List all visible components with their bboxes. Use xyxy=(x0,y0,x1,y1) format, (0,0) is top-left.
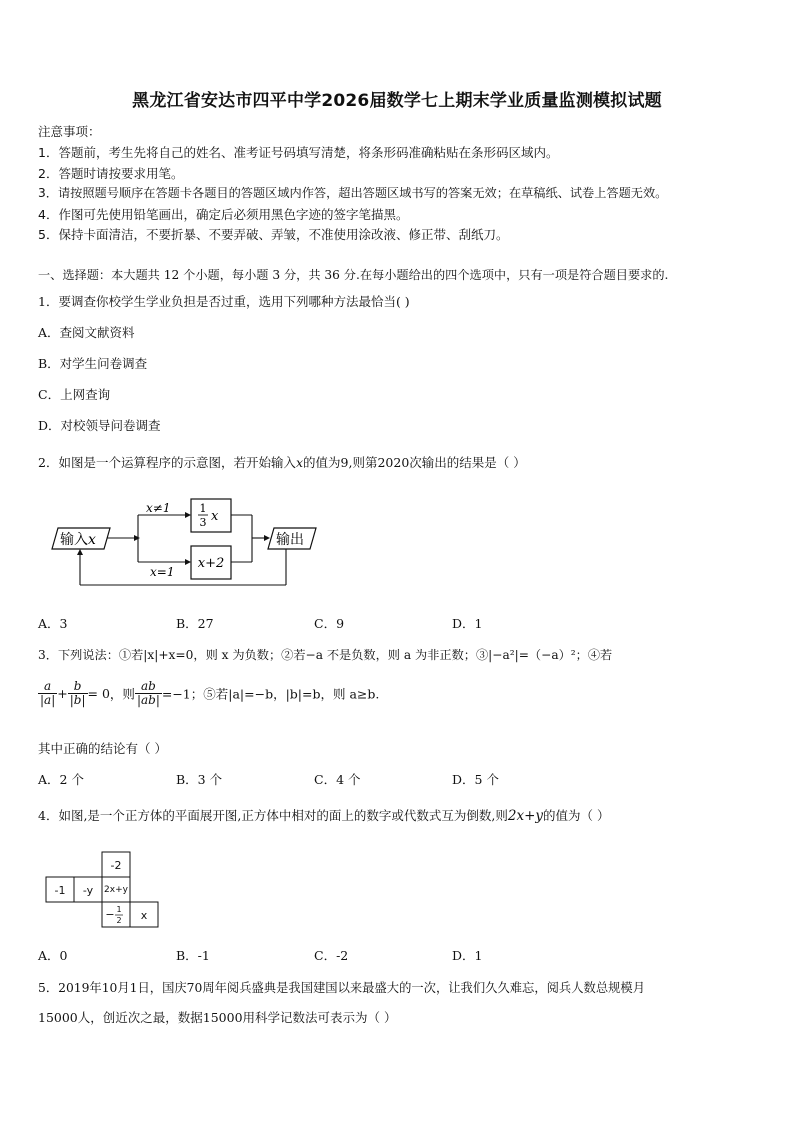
notice-heading: 注意事项： xyxy=(38,124,101,139)
section-heading: 一、选择题：本大题共 12 个小题，每小题 3 分，共 36 分.在每小题给出的四个选项中，只有一项是符合题目要求的. xyxy=(38,268,669,282)
net-cell-bottom-sign: − xyxy=(105,908,115,921)
q2-option-d: D．1 xyxy=(452,616,483,631)
condition-not-one: x≠1 xyxy=(146,501,171,515)
q1-option-d: D．对校领导问卷调查 xyxy=(38,418,161,433)
question-3-line-1: 3．下列说法：①若|x|+x=0，则 x 为负数；②若−a 不是负数，则 a 为非正数；③|−a²|=（−a）²；④若 xyxy=(38,648,613,662)
q4-option-b: B．-1 xyxy=(176,948,210,963)
fraction-b-over-abs-b: $\frac{b}{|b|}$ xyxy=(69,679,86,707)
flowchart-diagram xyxy=(50,495,320,595)
notice-item-3: 3．请按照题号顺序在答题卡各题目的答题区域内作答，超出答题区域书写的答案无效；在草稿纸、试卷上答题无效。 xyxy=(38,186,668,200)
question-5-line-2: 15000人，创近次之最，数据15000用科学记数法可表示为（ ） xyxy=(38,1010,397,1025)
q1-option-a: A．查阅文献资料 xyxy=(38,325,135,340)
q3-option-b: B．3 个 xyxy=(176,772,223,787)
q2-option-a: A．3 xyxy=(38,616,68,631)
q3-option-a: A．2 个 xyxy=(38,772,84,787)
page-title: 黑龙江省安达市四平中学2026届数学七上期末学业质量监测模拟试题 xyxy=(132,91,662,111)
question-3-line-2: $\frac{a}{|a|}$ + $\frac{b}{|b|}$ = 0，则 $\frac{ab}{|ab|}$ =−1；⑤若|a|=−b，|b|=b，则 a≥b. xyxy=(40,679,380,707)
cube-net-diagram xyxy=(44,850,162,930)
question-1-stem: 1．要调查你校学生学业负担是否过重，选用下列哪种方法最恰当( ) xyxy=(38,294,410,309)
q1-option-b: B．对学生问卷调查 xyxy=(38,356,148,371)
svg-text:x: x xyxy=(211,509,219,524)
fraction-ab-over-abs-ab: $\frac{ab}{|ab|}$ xyxy=(136,679,160,707)
net-cell-top: -2 xyxy=(110,859,122,872)
fraction-a-over-abs-a: $\frac{a}{|a|}$ xyxy=(40,679,56,707)
net-cell-right: x xyxy=(140,909,148,922)
q2-option-c: C．9 xyxy=(314,616,345,631)
notice-item-1: 1．答题前，考生先将自己的姓名、准考证号码填写清楚，将条形码准确粘贴在条形码区域内。 xyxy=(38,145,559,160)
svg-text:3: 3 xyxy=(199,516,207,529)
svg-text:2: 2 xyxy=(116,916,122,925)
question-4-stem: 4．如图,是一个正方体的平面展开图,正方体中相对的面上的数字或代数式互为倒数,则2x+y的值为（ ） xyxy=(38,808,610,824)
question-5-line-1: 5．2019年10月1日，国庆70周年阅兵盛典是我国建国以来最盛大的一次，让我们久久难忘，阅兵人数总规模月 xyxy=(38,981,646,995)
condition-equals-one: x=1 xyxy=(150,565,175,579)
notice-item-4: 4．作图可先使用铅笔画出，确定后必须用黑色字迹的签字笔描黑。 xyxy=(38,207,409,222)
svg-text:1: 1 xyxy=(199,502,207,515)
q3-option-c: C．4 个 xyxy=(314,772,361,787)
output-label: 输出 xyxy=(276,532,304,548)
q3-option-d: D．5 个 xyxy=(452,772,499,787)
net-cell-left-1: -1 xyxy=(54,884,66,897)
notice-item-5: 5．保持卡面清洁，不要折暴、不要弄破、弄皱，不准使用涂改液、修正带、刮纸刀。 xyxy=(38,227,509,242)
q2-option-b: B．27 xyxy=(176,616,214,631)
q4-option-c: C．-2 xyxy=(314,948,349,963)
svg-text:x+2: x+2 xyxy=(197,556,225,571)
net-cell-left-2: -y xyxy=(82,884,94,897)
svg-text:1: 1 xyxy=(116,905,122,914)
question-3-line-3: 其中正确的结论有（ ） xyxy=(38,741,167,756)
notice-item-2: 2．答题时请按要求用笔。 xyxy=(38,166,184,181)
net-cell-middle: 2x+y xyxy=(104,885,128,895)
q4-option-d: D．1 xyxy=(452,948,483,963)
q1-option-c: C．上网查询 xyxy=(38,387,111,402)
q4-option-a: A．0 xyxy=(38,948,68,963)
input-label: 输入x xyxy=(60,532,96,548)
question-2-stem: 2．如图是一个运算程序的示意图，若开始输入x的值为9,则第2020次输出的结果是（ ） xyxy=(38,455,526,470)
